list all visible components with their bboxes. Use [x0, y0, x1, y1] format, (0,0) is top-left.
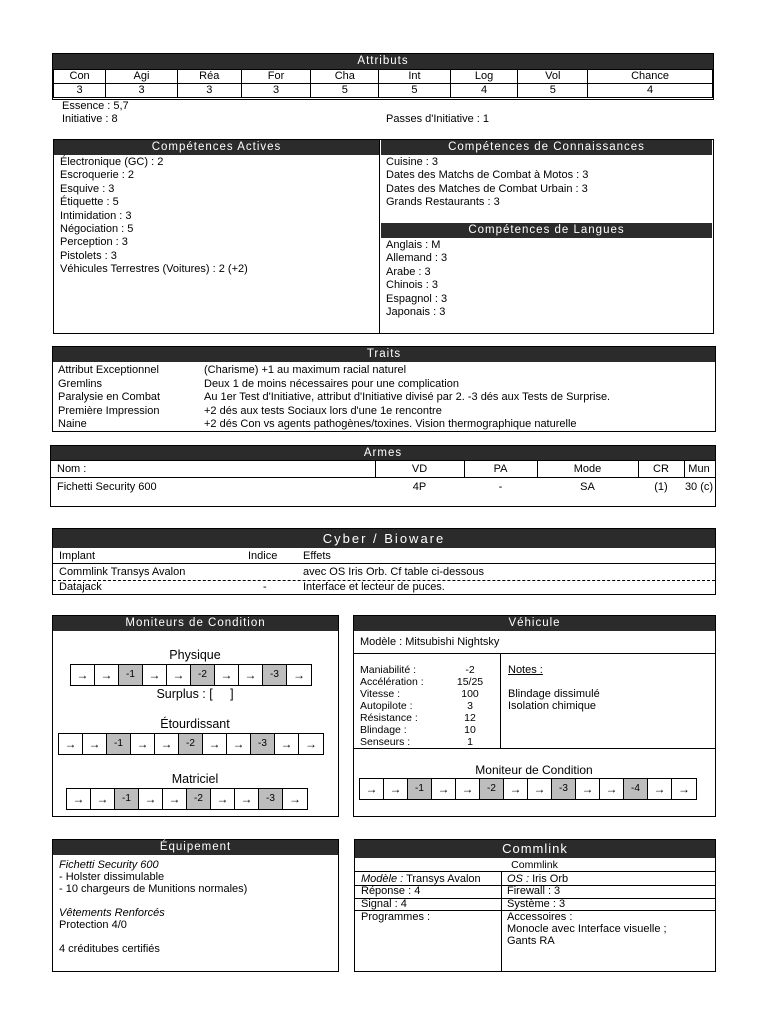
track-box-arrow[interactable]: → — [275, 734, 299, 754]
active-skill-item: Esquive : 3 — [60, 182, 115, 195]
attributes-section — [52, 53, 714, 100]
track-box-arrow[interactable]: → — [432, 779, 456, 799]
essence: Essence : 5,7 — [62, 100, 129, 112]
track-box-arrow[interactable]: → — [91, 789, 115, 809]
active-skills-title: Compétences Actives — [54, 140, 379, 155]
active-skills-list — [60, 156, 248, 277]
attr-name-0: Con — [54, 70, 106, 84]
commlink-model-label: Modèle : — [361, 873, 404, 885]
track-box-arrow[interactable]: → — [528, 779, 552, 799]
trait-row — [58, 378, 708, 392]
trait-row — [58, 418, 708, 432]
initiative: Initiative : 8 — [62, 113, 118, 125]
knowledge-skills-title: Compétences de Connaissances — [381, 140, 712, 155]
cyber-header-indice: Indice — [248, 550, 278, 562]
condition-title: Moniteurs de Condition — [53, 616, 338, 631]
track-box-penalty[interactable]: -3 — [251, 734, 275, 754]
language-skill-item: Anglais : M — [386, 239, 441, 251]
active-skill-item: Intimidation : 3 — [60, 209, 132, 222]
attr-name-2: Réa — [177, 70, 241, 84]
track-box-penalty[interactable]: -1 — [119, 665, 143, 685]
attr-value-2: 3 — [177, 84, 241, 98]
trait-name: Naine — [58, 418, 87, 430]
equipment-weapon: Fichetti Security 600 — [59, 859, 159, 871]
track-box-arrow[interactable]: → — [131, 734, 155, 754]
track-box-arrow[interactable]: → — [239, 665, 263, 685]
track-box-arrow[interactable]: → — [163, 789, 187, 809]
track-box-arrow[interactable]: → — [95, 665, 119, 685]
track-box-penalty[interactable]: -1 — [408, 779, 432, 799]
physique-track — [70, 664, 312, 686]
weapons-header-vd: VD — [411, 463, 428, 475]
vehicle-stat-row — [360, 676, 500, 688]
knowledge-skill-item: Dates des Matches de Combat Urbain : 3 — [386, 182, 588, 195]
cyber-header-implant: Implant — [59, 550, 96, 562]
attr-name-7: Vol — [518, 70, 588, 84]
commlink-accessory-1: Monocle avec Interface visuelle ; — [507, 923, 667, 935]
weapons-header-name: Nom : — [57, 463, 87, 475]
commlink-signal: Signal : 4 — [361, 898, 407, 910]
traits-title: Traits — [53, 347, 715, 362]
commlink-firewall: Firewall : 3 — [507, 885, 561, 897]
track-box-penalty[interactable]: -3 — [552, 779, 576, 799]
vehicle-stat-value: 3 — [467, 700, 473, 712]
vehicle-stat-value: 100 — [461, 688, 479, 700]
attr-name-6: Log — [450, 70, 518, 84]
vehicle-model: Modèle : Mitsubishi Nightsky — [360, 636, 500, 648]
trait-name: Paralysie en Combat — [58, 391, 161, 403]
track-box-arrow[interactable]: → — [211, 789, 235, 809]
track-box-arrow[interactable]: → — [203, 734, 227, 754]
attr-value-5: 5 — [379, 84, 451, 98]
track-box-arrow[interactable]: → — [67, 789, 91, 809]
vehicle-stat-value: 12 — [464, 712, 476, 724]
track-box-arrow[interactable]: → — [456, 779, 480, 799]
vehicle-stat-row — [360, 724, 500, 736]
equipment-weapon-item-2: - 10 chargeurs de Munitions normales) — [59, 883, 248, 895]
track-box-arrow[interactable]: → — [648, 779, 672, 799]
vehicle-stat-value: 10 — [464, 724, 476, 736]
language-skill-item: Allemand : 3 — [386, 252, 448, 265]
track-box-arrow[interactable]: → — [360, 779, 384, 799]
vehicle-stat-value: 1 — [467, 736, 473, 748]
initiative-passes: Passes d'Initiative : 1 — [386, 113, 489, 125]
cyber-indice-2: - — [263, 581, 267, 593]
vehicle-stat-label: Autopilote : — [360, 700, 413, 712]
language-skills-title: Compétences de Langues — [381, 223, 712, 238]
trait-name: Première Impression — [58, 404, 160, 417]
knowledge-skill-item: Cuisine : 3 — [386, 156, 438, 168]
attr-value-3: 3 — [241, 84, 311, 98]
attr-value-7: 5 — [518, 84, 588, 98]
trait-row — [58, 364, 708, 378]
attr-value-8: 4 — [588, 84, 713, 98]
commlink-title: Commlink — [355, 840, 715, 858]
commlink-systeme: Système : 3 — [507, 898, 566, 910]
surplus-label: Surplus : [ ] — [156, 687, 234, 701]
language-skill-item: Chinois : 3 — [386, 279, 438, 292]
track-box-arrow[interactable]: → — [289, 792, 301, 806]
track-box-penalty[interactable]: -2 — [480, 779, 504, 799]
language-skill-item: Arabe : 3 — [386, 265, 431, 278]
weapons-title: Armes — [51, 446, 715, 460]
vehicle-stat-row — [360, 712, 500, 724]
matriciel-label: Matriciel — [171, 772, 219, 786]
cyber-title: Cyber / Bioware — [53, 529, 715, 548]
commlink-accessoires: Accessoires : — [507, 911, 573, 923]
weapons-header-mode: Mode — [573, 463, 602, 475]
track-box-arrow[interactable]: → — [71, 665, 95, 685]
vehicle-note-2: Isolation chimique — [508, 700, 597, 712]
equipment-weapon-item-1: - Holster dissimulable — [59, 871, 165, 883]
track-box-penalty[interactable]: -2 — [191, 665, 215, 685]
track-box-arrow[interactable]: → — [143, 665, 167, 685]
vehicle-monitor-title: Moniteur de Condition — [475, 763, 593, 777]
language-skill-item: Japonais : 3 — [386, 306, 446, 319]
etourdissant-track — [58, 733, 324, 755]
vehicle-stat-value: -2 — [465, 664, 475, 676]
trait-row — [58, 391, 708, 405]
weapons-section — [50, 445, 716, 507]
trait-description: Au 1er Test d'Initiative, attribut d'Initiative divisé par 2. -3 dés aux Tests de Surprise. — [204, 391, 611, 403]
weapon-pa: - — [498, 481, 503, 493]
track-box-arrow[interactable]: → — [576, 779, 600, 799]
track-box-penalty[interactable]: -4 — [624, 779, 648, 799]
track-box-penalty[interactable]: -3 — [263, 665, 287, 685]
equipment-misc: 4 créditubes certifiés — [59, 943, 160, 955]
active-skill-item: Négociation : 5 — [60, 223, 134, 236]
weapon-mode: SA — [580, 481, 595, 493]
active-skill-item: Étiquette : 5 — [60, 196, 119, 209]
weapon-name: Fichetti Security 600 — [57, 481, 157, 493]
vehicle-stat-row — [360, 736, 500, 748]
cyber-effets-2: Interface et lecteur de puces. — [303, 581, 445, 593]
language-skills-list — [386, 239, 447, 319]
cyber-implant-1: Commlink Transys Avalon — [59, 566, 186, 578]
commlink-os-value: Iris Orb — [532, 873, 569, 885]
commlink-subtitle: Commlink — [511, 859, 558, 871]
vehicle-monitor-track — [359, 778, 697, 800]
track-box-arrow[interactable]: → — [504, 779, 528, 799]
traits-section — [52, 346, 716, 432]
attributes-table — [53, 69, 713, 98]
knowledge-skill-item: Dates des Matchs de Combat à Motos : 3 — [386, 169, 589, 182]
trait-name: Attribut Exceptionnel — [58, 364, 159, 376]
attr-value-6: 4 — [450, 84, 518, 98]
track-box-arrow[interactable]: → — [167, 665, 191, 685]
weapon-mun: 30 (c) — [684, 481, 714, 493]
vehicle-stat-label: Blindage : — [360, 724, 407, 736]
attr-name-4: Cha — [311, 70, 379, 84]
track-box-arrow[interactable]: → — [227, 734, 251, 754]
track-box-arrow[interactable]: → — [678, 782, 690, 796]
active-skill-item: Électronique (GC) : 2 — [60, 156, 164, 168]
equipment-armor: Vêtements Renforcés — [59, 907, 165, 919]
track-box-arrow[interactable]: → — [384, 779, 408, 799]
weapons-header-cr: CR — [653, 463, 669, 475]
vehicle-stat-label: Senseurs : — [360, 736, 411, 748]
vehicle-stat-label: Vitesse : — [360, 688, 401, 700]
vehicle-stat-row — [360, 664, 500, 676]
weapons-header-mun: Mun — [688, 463, 710, 475]
vehicle-stats — [360, 664, 500, 748]
trait-description: +2 dés Con vs agents pathogènes/toxines. Vision thermographique naturelle — [204, 418, 577, 430]
vehicle-stat-row — [360, 688, 500, 700]
condition-monitor-section — [52, 615, 339, 817]
vehicle-stat-label: Résistance : — [360, 712, 418, 724]
traits-list — [58, 364, 708, 432]
matriciel-track — [66, 788, 308, 810]
commlink-reponse: Réponse : 4 — [361, 885, 421, 897]
trait-description: Deux 1 de moins nécessaires pour une complication — [204, 377, 459, 390]
commlink-model-value: Transys Avalon — [406, 873, 481, 885]
track-box-arrow[interactable]: → — [139, 789, 163, 809]
physique-label: Physique — [169, 648, 221, 662]
active-skill-item: Escroquerie : 2 — [60, 169, 134, 182]
attr-value-0: 3 — [54, 84, 106, 98]
track-box-arrow[interactable]: → — [215, 665, 239, 685]
attr-name-8: Chance — [588, 70, 713, 84]
etourdissant-label: Étourdissant — [160, 717, 230, 731]
vehicle-note-1: Blindage dissimulé — [508, 688, 600, 700]
weapon-vd: 4P — [412, 481, 427, 493]
vehicle-title: Véhicule — [354, 616, 715, 631]
vehicle-section — [353, 615, 716, 817]
vehicle-stat-value: 15/25 — [456, 676, 484, 688]
trait-row — [58, 405, 708, 419]
equipment-title: Équipement — [53, 840, 338, 855]
equipment-armor-value: Protection 4/0 — [59, 919, 127, 931]
commlink-accessory-2: Gants RA — [507, 935, 555, 947]
vehicle-stat-label: Accélération : — [360, 676, 424, 688]
track-box-arrow[interactable]: → — [600, 779, 624, 799]
track-box-arrow[interactable]: → — [83, 734, 107, 754]
weapons-header-pa: PA — [493, 463, 508, 475]
cyber-effets-1: avec OS Iris Orb. Cf table ci-dessous — [303, 566, 484, 578]
commlink-section — [354, 839, 716, 972]
skills-section — [53, 139, 714, 334]
attr-value-1: 3 — [106, 84, 178, 98]
cyber-implant-2: Datajack — [59, 581, 102, 593]
track-box-penalty[interactable]: -2 — [187, 789, 211, 809]
attr-value-4: 5 — [311, 84, 379, 98]
trait-description: +2 dés aux tests Sociaux lors d'une 1e rencontre — [204, 404, 442, 417]
active-skill-item: Véhicules Terrestres (Voitures) : 2 (+2) — [60, 263, 248, 276]
vehicle-notes-label: Notes : — [508, 664, 543, 676]
vehicle-stat-row — [360, 700, 500, 712]
attr-name-1: Agi — [106, 70, 178, 84]
cyber-section — [52, 528, 716, 595]
language-skill-item: Espagnol : 3 — [386, 292, 448, 305]
commlink-os-label: OS : — [507, 873, 530, 885]
track-box-penalty[interactable]: -1 — [107, 734, 131, 754]
active-skill-item: Pistolets : 3 — [60, 249, 117, 262]
track-box-arrow[interactable]: → — [293, 668, 305, 682]
attr-name-3: For — [241, 70, 311, 84]
equipment-section — [52, 839, 339, 972]
track-box-penalty[interactable]: -3 — [259, 789, 283, 809]
attributes-title: Attributs — [53, 54, 713, 69]
knowledge-skill-item: Grands Restaurants : 3 — [386, 196, 500, 209]
track-box-penalty[interactable]: -2 — [179, 734, 203, 754]
active-skill-item: Perception : 3 — [60, 236, 128, 249]
trait-description: (Charisme) +1 au maximum racial naturel — [204, 364, 407, 376]
track-box-arrow[interactable]: → — [305, 737, 317, 751]
track-box-arrow[interactable]: → — [155, 734, 179, 754]
trait-name: Gremlins — [58, 377, 103, 390]
track-box-arrow[interactable]: → — [235, 789, 259, 809]
knowledge-skills-list — [386, 156, 588, 210]
attr-name-5: Int — [379, 70, 451, 84]
track-box-arrow[interactable]: → — [59, 734, 83, 754]
weapon-cr: (1) — [654, 481, 668, 493]
cyber-header-effets: Effets — [303, 550, 331, 562]
commlink-programmes: Programmes : — [361, 911, 431, 923]
vehicle-stat-label: Maniabilité : — [360, 664, 417, 676]
track-box-penalty[interactable]: -1 — [115, 789, 139, 809]
